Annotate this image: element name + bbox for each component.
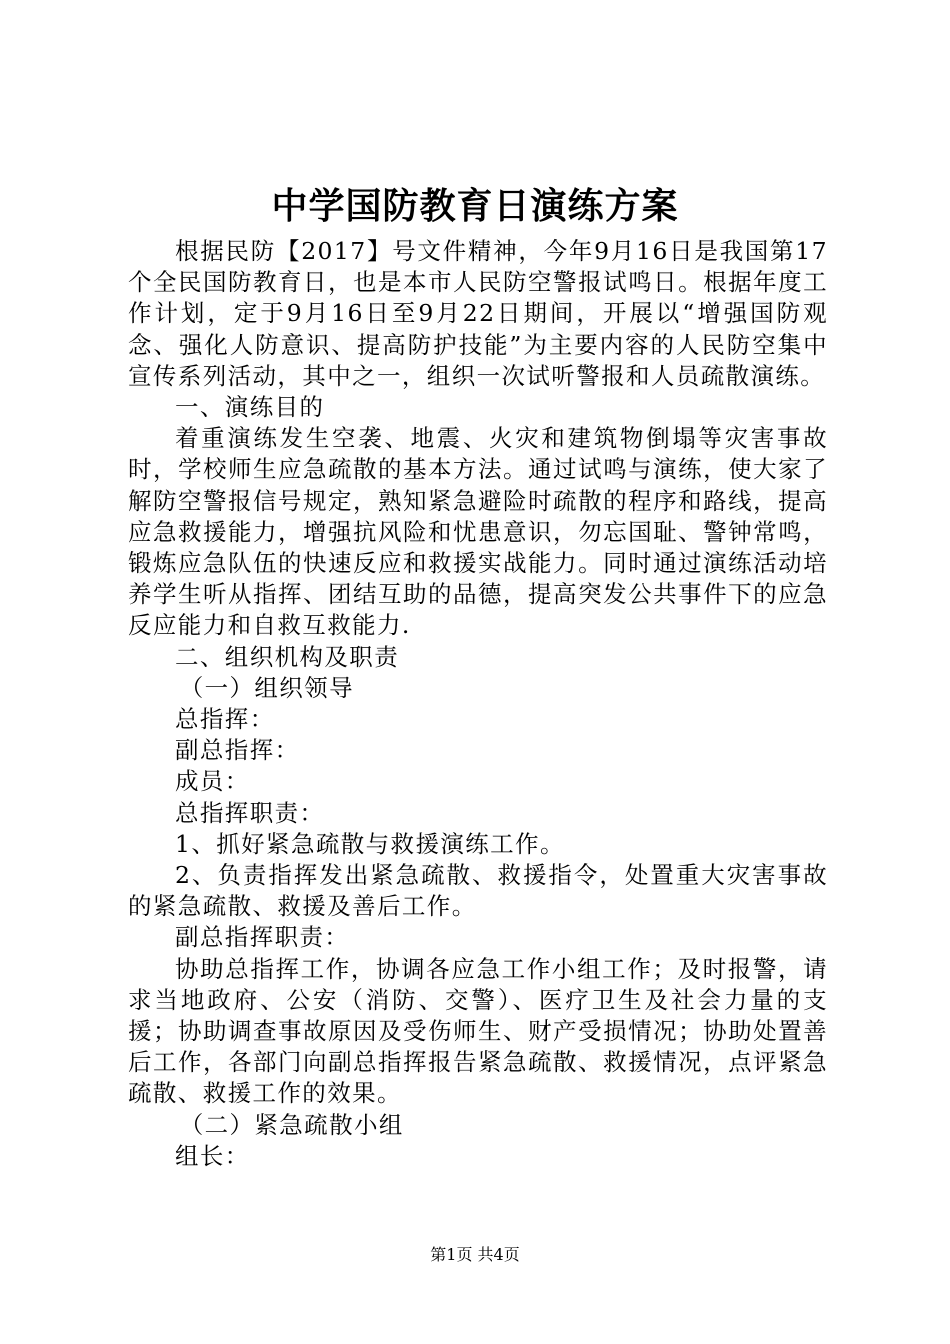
subsection-heading-leadership: （一）组织领导 xyxy=(179,673,354,702)
chief-commander-line: 总指挥： xyxy=(175,705,275,734)
section-heading-purpose: 一、演练目的 xyxy=(175,393,325,422)
deputy-duties-heading: 副总指挥职责： xyxy=(175,923,350,952)
intro-paragraph: 根据民防【2017】号文件精神，今年9月16日是我国第17个全民国防教育日，也是本市人民防空警报试鸣日。根据年度工作计划，定于9月16日至9月22日期间，开展以“增强国防观念、强化人防意识、提高防护技能”为主要内容的人民防空集中宣传系列活动，其中之一，组织一次试听警报和人员疏散演练。 xyxy=(128,237,828,390)
page-footer: 第1页 共4页 xyxy=(430,1245,520,1264)
group-leader-line: 组长： xyxy=(175,1141,250,1170)
purpose-paragraph: 着重演练发生空袭、地震、火灾和建筑物倒塌等灾害事故时，学校师生应急疏散的基本方法。通过试鸣与演练，使大家了解防空警报信号规定，熟知紧急避险时疏散的程序和路线，提高应急救援能力，增强抗风险和忧患意识，勿忘国耻、警钟常鸣，锻炼应急队伍的快速反应和救援实战能力。同时通过演练活动培养学生听从指挥、团结互助的品德，提高突发公共事件下的应急反应能力和自救互救能力. xyxy=(128,424,828,640)
document-title: 中学国防教育日演练方案 xyxy=(271,186,679,227)
document-body xyxy=(128,236,828,1172)
members-line: 成员： xyxy=(175,767,250,796)
deputy-duties-paragraph: 协助总指挥工作，协调各应急工作小组工作；及时报警，请求当地政府、公安（消防、交警）、医疗卫生及社会力量的支援；协助调查事故原因及受伤师生、财产受损情况；协助处置善后工作，各部门向副总指挥报告紧急疏散、救援情况，点评紧急疏散、救援工作的效果。 xyxy=(128,954,828,1108)
subsection-heading-evacuation: （二）紧急疏散小组 xyxy=(179,1110,404,1139)
deputy-commander-line: 副总指挥： xyxy=(175,736,300,765)
chief-duties-heading: 总指挥职责： xyxy=(175,798,325,827)
chief-duty-item-2: 2、负责指挥发出紧急疏散、救援指令，处置重大灾害事故的紧急疏散、救援及善后工作。 xyxy=(128,861,828,921)
section-heading-organization: 二、组织机构及职责 xyxy=(175,642,400,671)
chief-duty-item-1: 1、抓好紧急疏散与救援演练工作。 xyxy=(175,829,565,858)
